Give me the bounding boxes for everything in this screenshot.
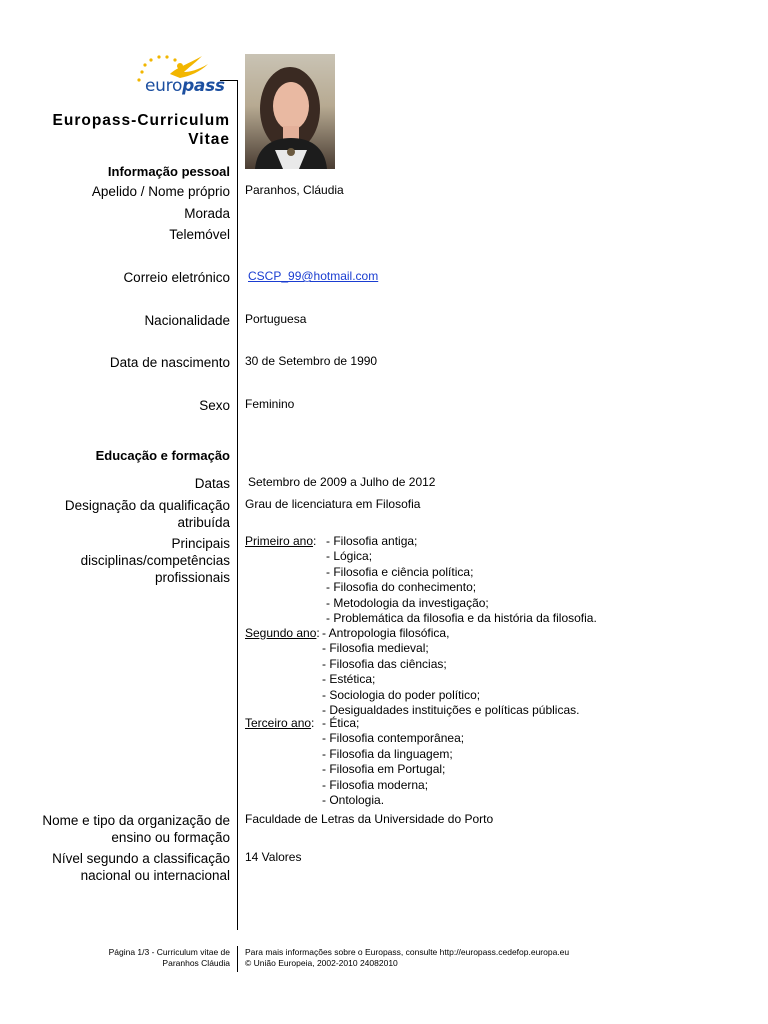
sex-value: Feminino xyxy=(245,397,295,411)
list-item: - Antropologia filosófica, xyxy=(322,626,450,640)
logo-wordmark: europass xyxy=(145,76,225,96)
list-item: - Filosofia da linguagem; xyxy=(322,746,453,761)
footer-europass-info: Para mais informações sobre o Europass, consulte http://europass.cedefop.europa.eu © União Europeia, 2002-2010 24082010 xyxy=(245,947,570,968)
list-item: - Lógica; xyxy=(326,549,373,564)
year-label-third: Terceiro ano: xyxy=(245,716,315,730)
year-second-subjects xyxy=(322,626,579,718)
list-item: - Desigualdades instituições e políticas públicas. xyxy=(322,703,580,718)
education-heading: Educação e formação xyxy=(95,448,230,463)
list-item: - Sociologia do poder político; xyxy=(322,687,481,702)
list-item: - Filosofia das ciências; xyxy=(322,656,447,671)
year-label-second: Segundo ano: xyxy=(245,626,320,640)
birth-date-label: Data de nascimento xyxy=(109,355,230,370)
name-label: Apelido / Nome próprio xyxy=(91,184,230,199)
sex-label: Sexo xyxy=(199,398,230,413)
list-item: - Filosofia antiga; xyxy=(326,534,418,548)
organisation-label: Nome e tipo da organização de ensino ou formação xyxy=(42,813,230,845)
mobile-label: Telemóvel xyxy=(169,227,230,242)
address-label: Morada xyxy=(184,206,230,221)
footer-page-info: Página 1/3 - Curriculum vitae de Paranhos Cláudia xyxy=(108,947,230,968)
list-item: - Metodologia da investigação; xyxy=(326,595,489,610)
year-label-first: Primeiro ano: xyxy=(245,534,317,548)
personal-info-heading: Informação pessoal xyxy=(107,164,230,179)
list-item: - Filosofia em Portugal; xyxy=(322,762,446,777)
name-value: Paranhos, Cláudia xyxy=(245,183,344,197)
list-item: - Filosofia do conhecimento; xyxy=(326,580,477,595)
list-item: - Problemática da filosofia e da história da filosofia. xyxy=(326,611,597,626)
list-item: - Filosofia medieval; xyxy=(322,641,429,656)
email-link[interactable]: CSCP_99@hotmail.com xyxy=(248,269,379,283)
list-item: - Filosofia moderna; xyxy=(322,777,429,792)
year-first-subjects xyxy=(326,534,597,626)
email-label: Correio eletrónico xyxy=(123,270,230,285)
list-item: - Estética; xyxy=(322,672,376,687)
organisation-value: Faculdade de Letras da Universidade do Porto xyxy=(245,812,494,826)
dates-label: Datas xyxy=(194,476,230,491)
profile-photo xyxy=(245,54,335,169)
footer-divider xyxy=(237,946,238,972)
page-title: Europass-Curriculum Vitae xyxy=(52,112,230,148)
list-item: - Filosofia contemporânea; xyxy=(322,731,465,746)
birth-date-value: 30 de Setembro de 1990 xyxy=(245,354,378,368)
level-label: Nível segundo a classificação nacional ou internacional xyxy=(52,851,230,883)
nationality-label: Nacionalidade xyxy=(144,313,230,328)
column-divider xyxy=(237,80,238,930)
year-third-subjects xyxy=(322,716,464,808)
list-item: - Ética; xyxy=(322,716,360,730)
qualification-value: Grau de licenciatura em Filosofia xyxy=(245,497,421,511)
nationality-value: Portuguesa xyxy=(245,312,307,326)
europass-logo xyxy=(132,50,242,100)
subjects-label: Principais disciplinas/competências profissionais xyxy=(80,536,230,585)
list-item: - Ontologia. xyxy=(322,793,385,808)
dates-value: Setembro de 2009 a Julho de 2012 xyxy=(248,475,436,489)
logo-divider xyxy=(220,80,237,81)
qualification-label: Designação da qualificação atribuída xyxy=(64,498,230,530)
list-item: - Filosofia e ciência política; xyxy=(326,564,474,579)
level-value: 14 Valores xyxy=(245,850,302,864)
